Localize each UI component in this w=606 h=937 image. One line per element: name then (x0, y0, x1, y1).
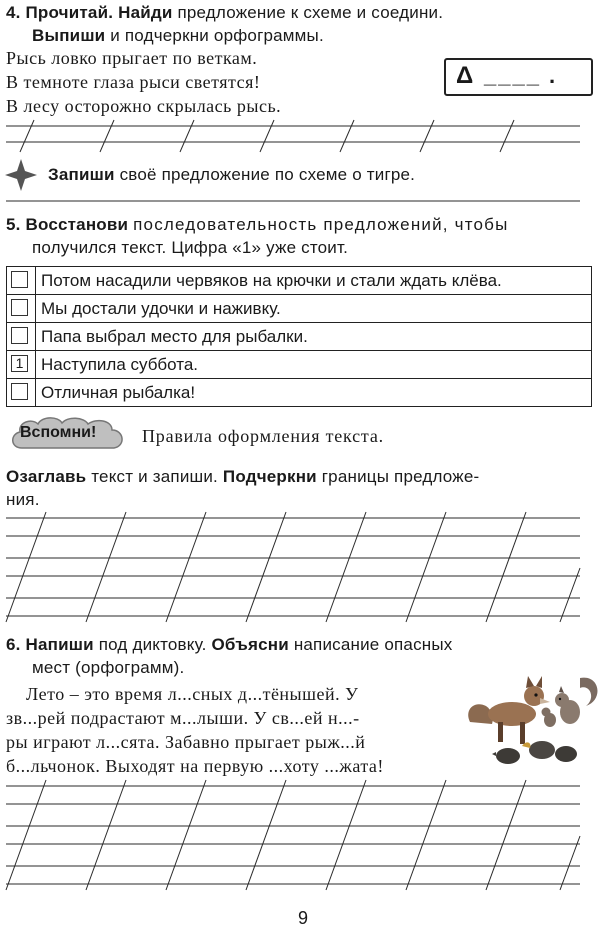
task6-bold-explain: Объясни (211, 635, 289, 654)
task4-number: 4. (6, 3, 21, 22)
order-checkbox[interactable] (11, 383, 28, 400)
task4-subheading-rest: и подчеркни орфограммы. (110, 26, 324, 45)
order-checkbox[interactable] (11, 299, 28, 316)
hedgehog-icon (492, 741, 577, 764)
task5-number: 5. (6, 215, 21, 234)
row-sentence: Наступила суббота. (41, 355, 199, 374)
task4-instruction-rest: предложение к схеме и соедини. (177, 3, 444, 22)
task4-bold-write: Выпиши (32, 26, 106, 45)
task6-heading (6, 634, 453, 656)
task5-heading (6, 214, 509, 236)
task4-sentence-2: В темноте глаза рыси светятся! (6, 72, 261, 92)
remember-label: Вспомни! (20, 424, 97, 441)
task4-sentence-3: В лесу осторожно скрылась рысь. (6, 96, 282, 116)
dictation-line-2: зв...рей подрастают м...лыши. У св...ей н...- (6, 708, 360, 728)
title-task-rest2: границы предложе- (321, 467, 480, 486)
task4-heading (6, 2, 443, 24)
table-row (7, 267, 591, 295)
writing-lines-title-task[interactable] (0, 508, 606, 626)
task6-subheading: мест (орфограмм). (32, 658, 185, 677)
task6-number: 6. (6, 635, 21, 654)
subtask-rest: своё предложение по схеме о тигре. (119, 165, 416, 184)
task6-rest: написание опасных (293, 635, 453, 654)
table-row (7, 323, 591, 351)
dictation-line-4: б...льчонок. Выходят на первую ...хоту ...жата! (6, 756, 384, 776)
small-squirrel-icon (542, 708, 557, 728)
forest-animals-illustration (462, 670, 602, 770)
dictation-line-3: ры играют л...сята. Забавно прыгает рыж...й (6, 732, 366, 752)
dictation-line-1: Лето – это время л...сных д...тёнышей. У (26, 684, 359, 704)
writing-lines-task4[interactable] (0, 118, 606, 154)
task6-bold-write: Напиши (25, 635, 94, 654)
title-task-bold-entitle: Озаглавь (6, 467, 87, 486)
sentence-scheme-box (444, 58, 593, 96)
writing-lines-dictation[interactable] (0, 776, 606, 894)
writing-line-tiger[interactable] (0, 198, 606, 204)
star-bullet-icon (4, 158, 38, 192)
row-sentence: Мы достали удочки и наживку. (41, 299, 281, 318)
remember-text: Правила оформления текста. (142, 426, 384, 446)
task5-heading-rest: последовательность предложений, чтобы (133, 215, 509, 234)
table-row (7, 295, 591, 323)
row-sentence: Папа выбрал место для рыбалки. (41, 327, 308, 346)
order-checkbox[interactable] (11, 271, 28, 288)
title-task-line2: ния. (6, 490, 40, 509)
squirrel-icon (555, 678, 597, 724)
subtask-bold-write: Запиши (48, 165, 115, 184)
subtask-tiger (48, 164, 415, 186)
scheme-triangle-symbol: Δ (456, 62, 474, 89)
order-checkbox[interactable] (11, 327, 28, 344)
scheme-dashes: ____ . (484, 63, 558, 88)
table-row (7, 379, 591, 406)
fox-icon (468, 676, 550, 744)
task4-bold-read: Прочитай. (25, 3, 114, 22)
task4-subheading (32, 25, 324, 47)
sentence-order-table (6, 266, 592, 407)
task6-mid: под диктовку. (98, 635, 207, 654)
remember-cloud-badge (8, 414, 128, 456)
title-task-bold-underline: Подчеркни (222, 467, 317, 486)
page-number: 9 (297, 908, 308, 928)
row-sentence: Потом насадили червяков на крючки и стали ждать клёва. (41, 271, 502, 290)
row-sentence: Отличная рыбалка! (41, 383, 196, 402)
task5-bold-restore: Восстанови (25, 215, 129, 234)
task4-sentence-1: Рысь ловко прыгает по веткам. (6, 48, 258, 68)
table-row (7, 351, 591, 379)
title-task-line1 (6, 466, 479, 488)
task4-bold-find: Найди (118, 3, 173, 22)
task5-subheading: получился текст. Цифра «1» уже стоит. (32, 238, 349, 257)
order-checkbox[interactable]: 1 (11, 355, 28, 372)
title-task-rest1: текст и запиши. (91, 467, 218, 486)
